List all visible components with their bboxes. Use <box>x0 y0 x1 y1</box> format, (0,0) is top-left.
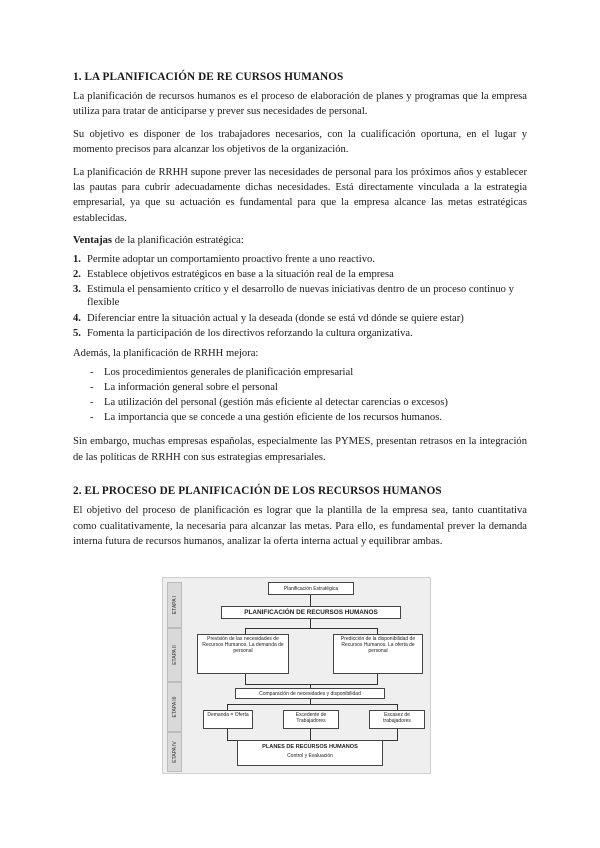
list-number: 4. <box>73 312 81 324</box>
ventajas-intro <box>73 233 527 248</box>
list-number: 3. <box>73 283 81 295</box>
connector-line <box>227 728 228 740</box>
connector-line <box>310 728 311 740</box>
list-text: La importancia que se concede a una gestión eficiente de los recursos humanos. <box>104 412 442 424</box>
box-planes-subtitle: Control y Evaluación <box>287 753 333 759</box>
list-text: Establece objetivos estratégicos en base a la situación real de la empresa <box>87 268 394 280</box>
paragraph: La planificación de recursos humanos es el proceso de elaboración de planes y programas que la empresa utiliza para tratar de anticiparse y prever sus necesidades de personal. <box>73 91 527 118</box>
list-item <box>73 365 527 380</box>
list-item <box>73 268 527 282</box>
list-item <box>73 283 527 310</box>
stage-text: ETAPA II <box>171 645 178 665</box>
ventajas-bold: Ventajas <box>73 235 113 247</box>
stage-label <box>167 582 182 628</box>
list-number: 1. <box>73 253 81 265</box>
section-2-title: 2. EL PROCESO DE PLANIFICACIÓN DE LOS RECURSOS HUMANOS <box>73 485 442 498</box>
connector-line <box>227 704 397 705</box>
stage-label <box>167 732 182 772</box>
box-planes-rrhh <box>237 740 383 766</box>
list-text: Diferenciar entre la situación actual y la deseada (donde se está vd dónde se quiere estar) <box>87 312 464 324</box>
stage-text: ETAPA I <box>171 595 178 615</box>
section-1-title: 1. LA PLANIFICACIÓN DE RE CURSOS HUMANOS <box>73 71 344 83</box>
list-text: Permite adoptar un comportamiento proactivo frente a uno reactivo. <box>87 253 375 265</box>
list-text: Fomenta la participación de los directivos reforzando la cultura organizativa. <box>87 327 413 339</box>
stage-text: ETAPA IV <box>171 741 178 763</box>
box-planificacion-estrategica: Planificación Estratégica <box>268 582 354 595</box>
connector-line <box>310 618 311 628</box>
list-number: 5. <box>73 327 81 339</box>
box-escasez: Escasez de trabajadores <box>369 710 425 729</box>
list-item <box>73 327 527 341</box>
stage-label <box>167 682 182 732</box>
box-equilibrio: Demanda = Oferta <box>203 710 253 729</box>
list-text: Estimula el pensamiento crítico y el desarrollo de nuevas iniciativas dentro de un proceso continuo y flexible <box>87 283 514 309</box>
list-number: 2. <box>73 268 81 280</box>
box-planes-title: PLANES DE RECURSOS HUMANOS <box>262 744 358 750</box>
list-item <box>73 410 527 425</box>
paragraph: La planificación de RRHH supone prever las necesidades de personal para los próximos años y establecer las pautas para cubrir adecuadamente dichas necesidades. Está directamente vinculada a la estrategia empresarial, ya que su actuación es fundamental para que la empresa alcance las metas estratégicas establecidas. <box>73 166 527 224</box>
connector-line <box>245 628 377 629</box>
list-item <box>73 395 527 410</box>
connector-line <box>245 684 378 685</box>
dash-bullet: - <box>90 412 94 424</box>
list-item <box>73 312 527 326</box>
list-text: La información general sobre el personal <box>104 381 278 393</box>
document-page <box>73 62 527 556</box>
box-demanda-personal: Previsión de las necesidades de Recursos Humanos. La demanda de personal <box>197 634 289 674</box>
box-comparacion: Comparación de necesidades y disponibilidad <box>235 688 385 699</box>
mejora-intro: Además, la planificación de RRHH mejora: <box>73 348 259 360</box>
box-excedente: Excedente de Trabajadores <box>283 710 339 729</box>
connector-line <box>245 674 246 684</box>
paragraph: Su objetivo es disponer de los trabajadores necesarios, con la cualificación oportuna, en el lugar y momento precisos para alcanzar los objetivos de la organización. <box>73 128 527 156</box>
box-oferta-personal: Predicción de la disponibilidad de Recursos Humanos. La oferta de personal <box>333 634 423 674</box>
stage-text: ETAPA III <box>171 696 178 718</box>
paragraph: El objetivo del proceso de planificación es lograr que la plantilla de la empresa sea, tanto cuantitativa como cualitativamente, la necesaria para alcanzar las metas. Para ello, es fundamental prever la demanda interna futura de recursos humanos, analizar la oferta interna actual y equilibrar ambas. <box>73 505 527 548</box>
list-item <box>73 253 527 267</box>
stage-label <box>167 628 182 682</box>
connector-line <box>310 594 311 606</box>
list-text: Los procedimientos generales de planificación empresarial <box>104 366 354 378</box>
dash-bullet: - <box>90 397 94 409</box>
ventajas-rest: de la planificación estratégica: <box>112 235 244 247</box>
paragraph: Sin embargo, muchas empresas españolas, especialmente las PYMES, presentan retrasos en la integración de las políticas de RRHH con sus estrategias empresariales. <box>73 436 527 463</box>
dash-bullet: - <box>90 366 94 378</box>
process-diagram <box>162 577 431 774</box>
connector-line <box>397 728 398 740</box>
ventajas-list <box>73 253 527 341</box>
dash-bullet: - <box>90 381 94 393</box>
connector-line <box>377 674 378 684</box>
list-item <box>73 380 527 395</box>
box-planificacion-rrhh: PLANIFICACIÓN DE RECURSOS HUMANOS <box>221 606 401 619</box>
mejora-list <box>73 365 527 426</box>
list-text: La utilización del personal (gestión más eficiente al detectar carencias o excesos) <box>104 397 448 409</box>
